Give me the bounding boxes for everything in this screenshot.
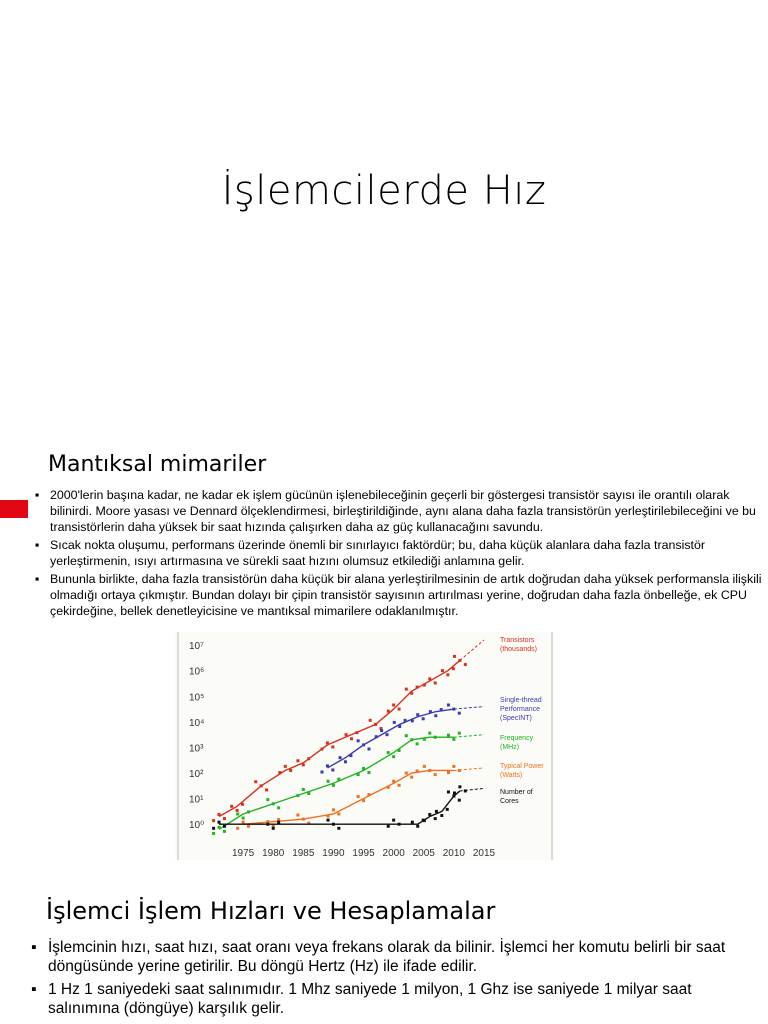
bullet-text: 1 Hz 1 saniyedeki saat salınımıdır. 1 Mhz saniyede 1 milyon, 1 Ghz ise saniyede 1 milyar saat salınımına (döngüye) karşılık gelir. (48, 981, 692, 1017)
bullet-list-architectures (34, 487, 764, 621)
data-point (398, 708, 401, 711)
bullet-text: Sıcak nokta oluşumu, performans üzerinde önemli bir sınırlayıcı faktördür; bu, daha küçük alanlara daha fazla transistör yerleştirmenin, ısıyı artırmasına ve sürekli saat hızını olumsuz etkilediği anlamına gelir. (50, 538, 705, 568)
data-point (458, 712, 461, 715)
data-point (337, 778, 340, 781)
data-point (337, 812, 340, 815)
data-point (357, 795, 360, 798)
data-point (416, 686, 419, 689)
data-point (434, 681, 437, 684)
data-point (423, 765, 426, 768)
data-point (458, 732, 461, 735)
data-point (218, 813, 221, 816)
data-point (345, 733, 348, 736)
list-item (34, 571, 764, 619)
x-tick-label: 2015 (472, 848, 496, 859)
data-point (458, 785, 461, 788)
data-point (212, 827, 215, 830)
data-point (410, 738, 413, 741)
data-point (272, 827, 275, 830)
data-point (247, 810, 250, 813)
data-point (284, 765, 287, 768)
data-point (369, 719, 372, 722)
data-point (362, 799, 365, 802)
data-point (404, 719, 407, 722)
data-point (441, 669, 444, 672)
data-point (411, 821, 414, 824)
section-heading-processor-speeds: İşlemci İşlem Hızları ve Hesaplamalar (46, 897, 496, 925)
data-point (218, 826, 221, 829)
y-tick-label: 10⁶ (189, 666, 205, 678)
data-point (375, 735, 378, 738)
data-point (254, 780, 257, 783)
data-point (392, 703, 395, 706)
data-point (230, 805, 233, 808)
list-item (34, 537, 764, 569)
data-point (398, 823, 401, 826)
data-point (236, 809, 239, 812)
bullet-icon: ▪ (35, 488, 40, 502)
x-tick-label: 1995 (352, 848, 375, 859)
bullet-text: 2000'lerin başına kadar, ne kadar ek işlem gücünün işlenebileceğinin geçerli bir göstergesi transistör sayısı ile orantılı olarak bilinirdi. Moore yasası ve Dennard ölçeklendirmesi, birleştirildiğinde, aynı alana daha fazla transistörün yerleştirilebileceğini ve bu transistörlerin daha yüksek bir saat hızında çalışırken daha az güç kullanacağını savundu. (50, 488, 756, 534)
bullet-text: İşlemcinin hızı, saat hızı, saat oranı veya frekans olarak da bilinir. İşlemci her komutu belirli bir saat döngüsünde yerine getirilir. Bu döngü Hertz (Hz) ile ifade edilir. (48, 939, 726, 975)
data-point (434, 817, 437, 820)
data-point (458, 659, 461, 662)
x-tick-label: 1985 (292, 848, 315, 859)
red-accent-marker (0, 500, 28, 518)
data-point (332, 784, 335, 787)
data-point (416, 825, 419, 828)
data-point (398, 725, 401, 728)
data-point (423, 738, 426, 741)
data-point (302, 763, 305, 766)
data-point (434, 773, 437, 776)
data-point (247, 825, 250, 828)
data-point (428, 677, 431, 680)
data-point (423, 684, 426, 687)
data-point (242, 821, 245, 824)
data-point (327, 819, 330, 822)
data-point (223, 817, 226, 820)
x-tick-label: 2000 (382, 848, 405, 859)
legend-label: Frequency (500, 735, 534, 742)
bullet-icon: ▪ (31, 939, 37, 956)
data-point (357, 773, 360, 776)
data-point (344, 760, 347, 763)
x-tick-label: 2010 (442, 848, 465, 859)
data-point (428, 732, 431, 735)
data-point (452, 667, 455, 670)
list-item (20, 938, 760, 976)
data-point (464, 663, 467, 666)
data-point (362, 767, 365, 770)
data-point (416, 769, 419, 772)
data-point (362, 743, 365, 746)
data-point (380, 729, 383, 732)
data-point (447, 790, 450, 793)
data-point (260, 784, 263, 787)
x-tick-label: 1980 (262, 848, 285, 859)
data-point (392, 780, 395, 783)
data-point (326, 764, 329, 767)
y-tick-label: 10⁵ (189, 692, 205, 704)
legend-label: Typical Power (500, 763, 544, 770)
data-point (277, 818, 280, 821)
data-point (434, 714, 437, 717)
data-point (223, 830, 226, 833)
section-heading-logical-architectures: Mantıksal mimariler (48, 452, 267, 477)
data-point (416, 713, 419, 716)
data-point (278, 771, 281, 774)
data-point (392, 755, 395, 758)
data-point (339, 756, 342, 759)
y-tick-label: 10⁰ (189, 820, 205, 832)
data-point (289, 769, 292, 772)
data-point (447, 771, 450, 774)
data-point (422, 717, 425, 720)
data-point (392, 819, 395, 822)
data-point (453, 791, 456, 794)
data-point (387, 786, 390, 789)
legend-label: (SpecINT) (500, 715, 532, 722)
data-point (332, 808, 335, 811)
data-point (398, 749, 401, 752)
data-point (277, 806, 280, 809)
data-point (242, 817, 245, 820)
data-point (355, 731, 358, 734)
data-point (218, 821, 221, 824)
data-point (405, 688, 408, 691)
x-tick-label: 1990 (322, 848, 345, 859)
x-tick-label: 2005 (412, 848, 435, 859)
data-point (350, 737, 353, 740)
data-point (452, 795, 455, 798)
data-point (327, 815, 330, 818)
data-point (327, 780, 330, 783)
data-point (320, 747, 323, 750)
data-point (266, 823, 269, 826)
data-point (447, 734, 450, 737)
data-point (296, 759, 299, 762)
data-point (337, 827, 340, 830)
data-point (236, 812, 239, 815)
data-point (434, 736, 437, 739)
data-point (367, 793, 370, 796)
y-tick-label: 10³ (189, 743, 204, 755)
data-point (302, 788, 305, 791)
data-point (266, 798, 269, 801)
data-point (440, 814, 443, 817)
data-point (307, 792, 310, 795)
list-item (34, 487, 764, 535)
data-point (236, 827, 239, 830)
data-point (367, 771, 370, 774)
list-item (20, 980, 760, 1018)
data-point (411, 719, 414, 722)
data-point (464, 789, 467, 792)
legend-label: Number of (500, 789, 533, 796)
data-point (386, 733, 389, 736)
data-point (398, 784, 401, 787)
data-point (320, 771, 323, 774)
data-point (331, 745, 334, 748)
data-point (349, 754, 352, 757)
data-point (387, 825, 390, 828)
data-point (428, 813, 431, 816)
data-point (410, 776, 413, 779)
data-point (223, 825, 226, 828)
data-point (241, 803, 244, 806)
legend-label: Cores (500, 798, 519, 805)
data-point (332, 823, 335, 826)
data-point (296, 794, 299, 797)
data-point (296, 813, 299, 816)
data-point (212, 819, 215, 822)
bullet-icon: ▪ (35, 538, 40, 552)
data-point (446, 808, 449, 811)
data-point (410, 692, 413, 695)
data-point (277, 821, 280, 824)
legend-label: Performance (500, 706, 541, 713)
data-point (447, 703, 450, 706)
data-point (265, 788, 268, 791)
bullet-icon: ▪ (31, 981, 37, 998)
data-point (452, 765, 455, 768)
data-point (429, 710, 432, 713)
data-point (331, 768, 334, 771)
processor-trend-chart (175, 632, 555, 860)
bullet-icon: ▪ (35, 572, 40, 586)
data-point (458, 769, 461, 772)
data-point (416, 742, 419, 745)
bullet-list-speeds (20, 938, 760, 1022)
data-point (374, 723, 377, 726)
data-point (387, 751, 390, 754)
data-point (453, 655, 456, 658)
y-tick-label: 10⁴ (189, 717, 205, 729)
data-point (405, 772, 408, 775)
x-tick-label: 1975 (231, 848, 255, 859)
data-point (393, 721, 396, 724)
slide-title: İşlemcilerde Hız (221, 168, 547, 214)
data-point (452, 708, 455, 711)
data-point (326, 741, 329, 744)
data-point (405, 734, 408, 737)
data-point (266, 820, 269, 823)
legend-label: (Watts) (500, 772, 523, 779)
y-tick-label: 10¹ (189, 794, 204, 806)
data-point (367, 747, 370, 750)
data-point (302, 818, 305, 821)
legend-label: Single-thread (500, 697, 542, 704)
bullet-text: Bununla birlikte, daha fazla transistörün daha küçük bir alana yerleştirilmesinin de artık doğrudan daha yüksek performansla ilişkili olmadığı ortaya çıkmıştır. Bundan dolayı bir çipin transistör sayısının artırılması yerine, doğrudan daha fazla önbelleğe, ek CPU çekirdeğine, bellek denetleyicisine ve mantıksal mimarilere odaklanılmıştır. (50, 572, 762, 618)
legend-label: (thousands) (500, 646, 537, 653)
y-tick-label: 10² (189, 769, 204, 781)
data-point (452, 738, 455, 741)
data-point (307, 757, 310, 760)
data-point (446, 673, 449, 676)
data-point (387, 710, 390, 713)
legend-label: (MHz) (500, 744, 520, 751)
data-point (440, 708, 443, 711)
data-point (428, 769, 431, 772)
data-point (272, 802, 275, 805)
data-point (435, 810, 438, 813)
legend-label: Transistors (500, 637, 535, 644)
data-point (357, 739, 360, 742)
data-point (458, 799, 461, 802)
data-point (212, 832, 215, 835)
data-point (423, 819, 426, 822)
y-tick-label: 10⁷ (189, 641, 204, 653)
